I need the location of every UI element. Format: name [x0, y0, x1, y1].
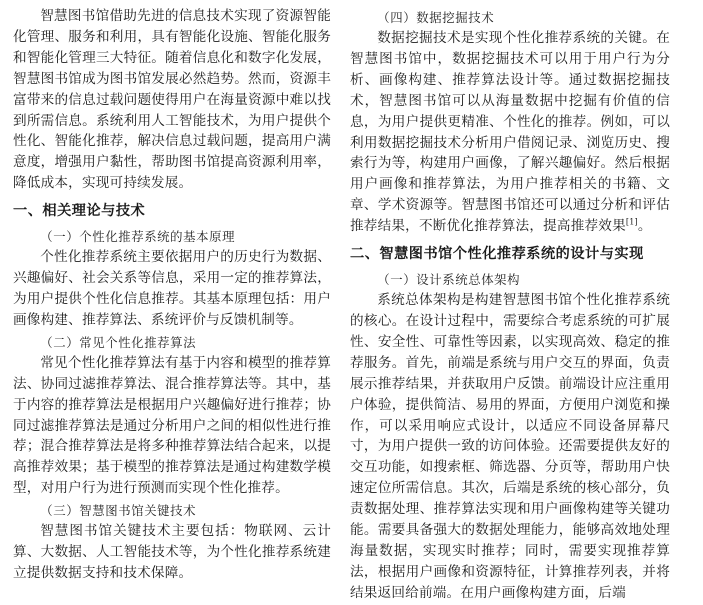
citation-marker[interactable]: [1]: [625, 217, 638, 227]
intro-paragraph: 智慧图书馆借助先进的信息技术实现了资源智能化管理、服务和利用，具有智能化设施、智能化服务和智能化管理三大特征。随着信息化和数字化发展，智慧图书馆成为图书馆发展必然趋势。然而，资源丰富带来的信息过载问题使得用户在海量资源中难以找到所需信息。系统利用人工智能技术，为用户提供个性化、智能化推荐，解决信息过载问题，提高用户满意度，增强用户黏性，帮助图书馆提高资源利用率，降低成本，实现可持续发展。: [13, 8, 331, 192]
subsection-1-heading: （一）个性化推荐系统的基本原理: [40, 229, 236, 245]
subsection-4-end: 。: [637, 218, 652, 235]
right-column: [350, 6, 670, 604]
subsection-3-heading: （三）智慧图书馆关键技术: [40, 503, 197, 519]
section-1-heading: 一、相关理论与技术: [13, 203, 146, 220]
subsection-2-heading: （二）常见个性化推荐算法: [40, 334, 197, 350]
subsection-1-paragraph: 个性化推荐系统主要依据用户的历史行为数据、兴趣偏好、社会关系等信息，采用一定的推荐算法，为用户提供个性化信息推荐。其基本原理包括：用户画像构建、推荐算法、系统评价与反馈机制等。: [13, 249, 331, 328]
subsection-4-heading: （四）数据挖掘技术: [377, 10, 495, 25]
subsection-4-text: 数据挖掘技术是实现个性化推荐系统的关键。在智慧图书馆中，数据挖掘技术可以用于用户行为分析、画像构建、推荐算法设计等。通过数据挖掘技术，智慧图书馆可以从海量数据中挖掘有价值的信息，为用户提供更精准、个性化的推荐。例如，可以利用数据挖掘技术分析用户借阅记录、浏览历史、搜索行为等，构建用户画像，了解兴趣偏好。然后根据用户画像和推荐算法，为用户推荐相关的书籍、文章、学术资源等。智慧图书馆还可以通过分析和评估推荐结果，不断优化推荐算法，提高推荐效果: [350, 30, 670, 235]
subsection-2-paragraph: 常见个性化推荐算法有基于内容和模型的推荐算法、协同过滤推荐算法、混合推荐算法等。其中，基于内容的推荐算法是根据用户兴趣偏好进行推荐；协同过滤推荐算法是通过分析用户之间的相似性进行推荐；混合推荐算法是将多种推荐算法结合起来，以提高推荐效果；基于模型的推荐算法是通过构建数学模型，对用户行为进行预测而实现个性化推荐。: [13, 354, 331, 497]
left-column: [13, 6, 331, 584]
subsection-5-heading: （一）设计系统总体架构: [377, 272, 521, 288]
subsection-3-paragraph: 智慧图书馆关键技术主要包括：物联网、云计算、大数据、人工智能技术等，为个性化推荐系统建立提供数据支持和技术保障。: [13, 523, 331, 581]
subsection-5-paragraph: 系统总体架构是构建智慧图书馆个性化推荐系统的核心。在设计过程中，需要综合考虑系统的可扩展性、安全性、可靠性等因素，以实现高效、稳定的推荐服务。首先，前端是系统与用户交互的界面，负责展示推荐结果，并获取用户反馈。前端设计应注重用户体验，提供简洁、易用的界面，方便用户浏览和操作，可以采用响应式设计，以适应不同设备屏幕尺寸，为用户提供一致的访问体验。还需要提供友好的交互功能，如搜索框、筛选器、分页等，帮助用户快速定位所需信息。其次，后端是系统的核心部分，负责数据处理、推荐算法实现和用户画像构建等关键功能。需要具备强大的数据处理能力，能够高效地处理海量数据，实现实时推荐；同时，需要实现推荐算法，根据用户画像和资源特征，计算推荐列表，并将结果返回给前端。在用户画像构建方面，后端: [350, 292, 670, 601]
section-2-heading: 二、智慧图书馆个性化推荐系统的设计与实现: [350, 246, 644, 263]
subsection-4-paragraph: [350, 28, 670, 237]
